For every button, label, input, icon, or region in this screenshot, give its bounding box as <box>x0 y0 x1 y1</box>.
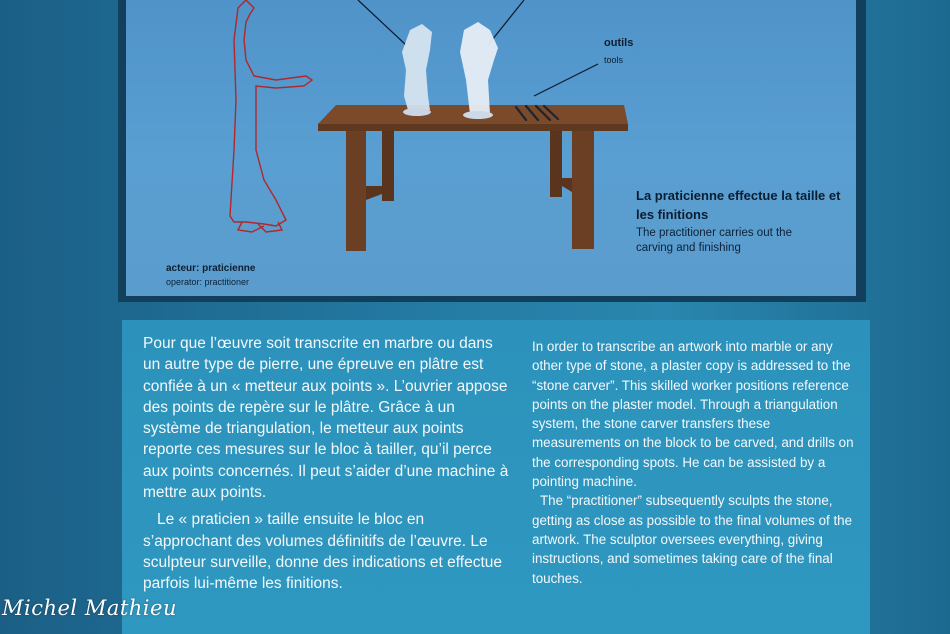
tools-label-en: tools <box>604 55 624 65</box>
english-paragraph-2: The “practitioner” subsequently sculpts the stone, getting as close as possible to the final volumes of the artwork. The sculptor oversees everything, giving instructions, and sometimes taking care of the final touches. <box>532 493 853 586</box>
french-text-column <box>143 333 513 595</box>
caption-en: The practitioner carries out the carving and finishing <box>636 227 792 254</box>
info-panel <box>122 320 870 634</box>
french-paragraph-2: Le « praticien » taille ensuite le bloc en s’approchant des volumes définitifs de l’œuvre. Le sculpteur surveille, donne des indications et effectue parfois lui-même les finitions. <box>143 511 503 593</box>
photographer-watermark: Michel Mathieu <box>2 596 177 620</box>
carved-sculpture <box>460 22 498 119</box>
tools-pointer-line <box>534 64 598 96</box>
practitioner-figure <box>230 0 312 232</box>
actor-label-en: operator: practitioner <box>166 277 250 287</box>
french-paragraph-1: Pour que l’œuvre soit transcrite en marbre ou dans un autre type de pierre, une épreuve en plâtre est confiée à un « metteur aux points ». L’ouvrier appose des points de repère sur le plâtre. Grâce à un système de triangulation, le metteur aux points reporte ces mesures sur le bloc à tailler, qu’il perce aux points concernés. Il peut s’aider d’une machine à mettre aux points. <box>143 335 509 502</box>
work-table <box>318 105 628 251</box>
english-paragraph-1: In order to transcribe an artwork into marble or any other type of stone, a plaster copy is addressed to the “stone carver”. This skilled worker positions reference points on the plaster model. Through a triangulation system, the stone carver transfers these measurements on the block to be carved, and drills on the corresponding spots. He can be assisted by a pointing machine. <box>532 339 854 490</box>
pointer-line <box>358 0 406 45</box>
display-screen <box>126 0 856 296</box>
plaster-model <box>402 24 432 116</box>
caption-fr: La praticienne effectue la taille et les finitions <box>636 188 841 222</box>
english-text-column <box>532 337 862 588</box>
tools-label-fr: outils <box>604 37 634 49</box>
actor-label-fr: acteur: praticienne <box>166 263 256 274</box>
